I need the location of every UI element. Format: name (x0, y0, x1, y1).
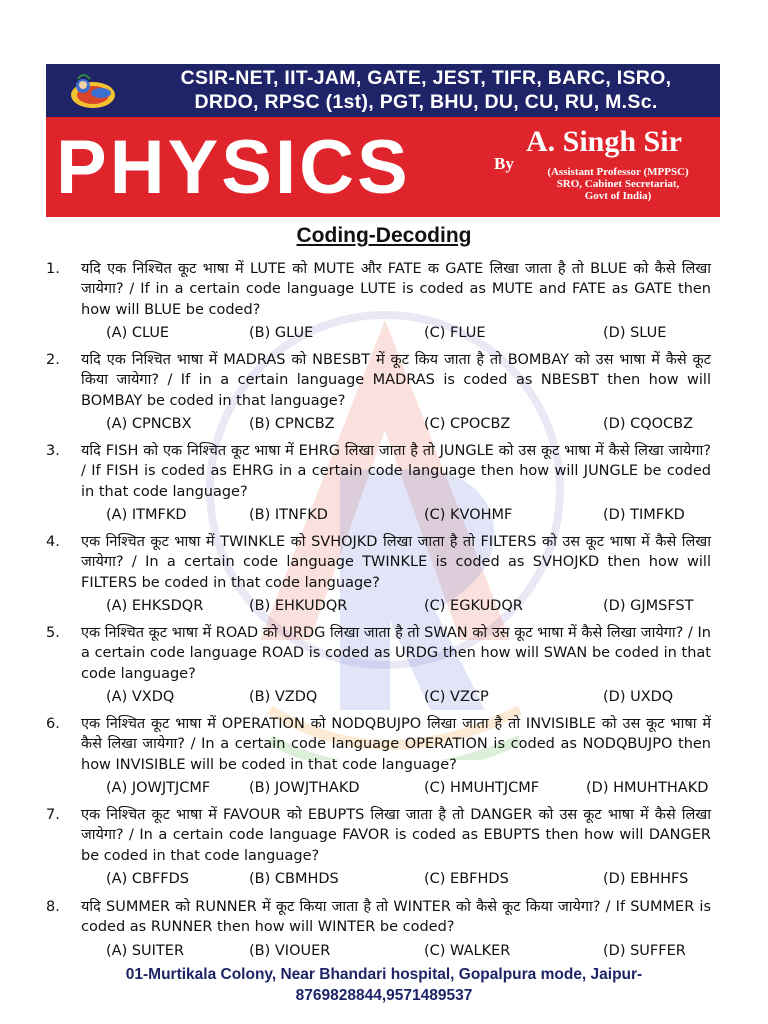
question-text: यदि SUMMER को RUNNER में कूट किया जाता है तो WINTER को कैसे कूट किया जायेगा? / If SUMMER is coded as RUNNER then how will WINTER be coded? (81, 899, 711, 936)
question-number: 4. (46, 534, 60, 550)
question-number: 3. (46, 443, 60, 459)
author-credential-1: (Assistant Professor (MPPSC) (547, 166, 689, 178)
option-b: (B) JOWJTHAKD (249, 780, 360, 796)
option-c: (C) FLUE (424, 325, 486, 341)
footer-phone: 8769828844,9571489537 (295, 987, 473, 1004)
option-c: (C) EGKUDQR (424, 598, 523, 614)
option-a: (A) VXDQ (106, 689, 175, 705)
option-c: (C) KVOHMF (424, 507, 513, 523)
option-d: (D) SLUE (603, 325, 667, 341)
option-c: (C) VZCP (424, 689, 489, 705)
author-credential-2: SRO, Cabinet Secretariat, (556, 178, 680, 190)
question-text: एक निश्चित कूट भाषा में ROAD को URDG लिखा जाता है तो SWAN को उस कूट भाषा में कैसे लिखा जायेगा? / In a certain code language ROAD is coded as URDG then how will SWAN be coded in that code language? (81, 625, 711, 682)
option-c: (C) WALKER (424, 943, 511, 959)
option-d: (D) EBHHFS (603, 871, 689, 887)
option-a: (A) SUITER (106, 943, 185, 959)
option-b: (B) VZDQ (249, 689, 318, 705)
option-a: (A) ITMFKD (106, 507, 187, 523)
option-a: (A) EHKSDQR (106, 598, 204, 614)
option-c: (C) HMUHTJCMF (424, 780, 540, 796)
header-title-band (46, 117, 720, 217)
option-b: (B) GLUE (249, 325, 314, 341)
subject-title: PHYSICS (56, 125, 411, 210)
option-a: (A) CLUE (106, 325, 170, 341)
question-text: यदि FISH को एक निश्चित कूट भाषा में EHRG लिखा जाता है तो JUNGLE को उस कूट भाषा में कैसे लिखा जायेगा? / If FISH is coded as EHRG in a certain code language then how will JUNGLE be coded in that code language? (81, 443, 711, 500)
question-number: 2. (46, 352, 60, 368)
option-c: (C) CPOCBZ (424, 416, 511, 432)
by-label: By (494, 154, 514, 173)
question-text: यदि एक निश्चित भाषा में MADRAS को NBESBT में कूट किय जाता है तो BOMBAY को उस भाषा में कैसे कूट किया जायेगा? / If in a certain language MADRAS is coded as NBESBT then how will BOMBAY be coded in that language? (81, 352, 711, 409)
option-b: (B) VIOUER (249, 943, 331, 959)
question-number: 1. (46, 261, 60, 277)
option-b: (B) CPNCBZ (249, 416, 335, 432)
question-number: 8. (46, 899, 60, 915)
header-exam-line-2: DRDO, RPSC (1st), PGT, BHU, DU, CU, RU, M.Sc. (194, 91, 658, 113)
question-text: एक निश्चित कूट भाषा में TWINKLE को SVHOJKD लिखा जाता है तो FILTERS को उस कूट भाषा में कैसे लिखा जायेगा? / In a certain code language TWINKLE is coded as SVHOJKD then how will FILTERS be coded in that code language? (81, 534, 711, 591)
header-exam-line-1: CSIR-NET, IIT-JAM, GATE, JEST, TIFR, BARC, ISRO, (180, 67, 672, 89)
option-b: (B) CBMHDS (249, 871, 339, 887)
option-d: (D) GJMSFST (603, 598, 694, 614)
option-c: (C) EBFHDS (424, 871, 509, 887)
option-d: (D) UXDQ (603, 689, 674, 705)
option-d: (D) HMUHTHAKD (586, 780, 709, 796)
question-number: 6. (46, 716, 60, 732)
option-a: (A) JOWJTJCMF (106, 780, 211, 796)
question-number: 5. (46, 625, 60, 641)
question-text: एक निश्चित कूट भाषा में OPERATION को NODQBUJPO लिखा जाता है तो INVISIBLE को उस कूट भाषा में कैसे लिखा जायेगा? / In a certain code language OPERATION is coded as NODQBUJPO then how INVISIBLE will be coded in that code language? (81, 716, 711, 773)
option-b: (B) EHKUDQR (249, 598, 348, 614)
question-number: 7. (46, 807, 60, 823)
page-title: Coding-Decoding (296, 224, 472, 247)
question-text: यदि एक निश्चित कूट भाषा में LUTE को MUTE और FATE क GATE लिखा जाता है तो BLUE को कैसे लिखा जायेगा? / If in a certain code language LUTE is coded as MUTE and FATE as GATE then how will BLUE be coded? (81, 261, 711, 318)
header-exam-band (46, 64, 720, 117)
option-d: (D) SUFFER (603, 943, 686, 959)
header-banner (46, 64, 720, 217)
option-b: (B) ITNFKD (249, 507, 328, 523)
option-a: (A) CBFFDS (106, 871, 189, 887)
footer-address: 01-Murtikala Colony, Near Bhandari hospital, Gopalpura mode, Jaipur- (125, 966, 643, 983)
question-text: एक निश्चित कूट भाषा में FAVOUR को EBUPTS लिखा जाता है तो DANGER को उस कूट भाषा में कैसे लिखा जायेगा? / In a certain code language FAVOR is coded as EBUPTS then how will DANGER be coded in that code language? (81, 807, 711, 864)
option-a: (A) CPNCBX (106, 416, 192, 432)
author-credential-3: Govt of India) (584, 190, 652, 202)
option-d: (D) CQOCBZ (603, 416, 694, 432)
author-name: A. Singh Sir (526, 125, 682, 158)
option-d: (D) TIMFKD (603, 507, 685, 523)
krishna-logo-icon (68, 71, 118, 111)
